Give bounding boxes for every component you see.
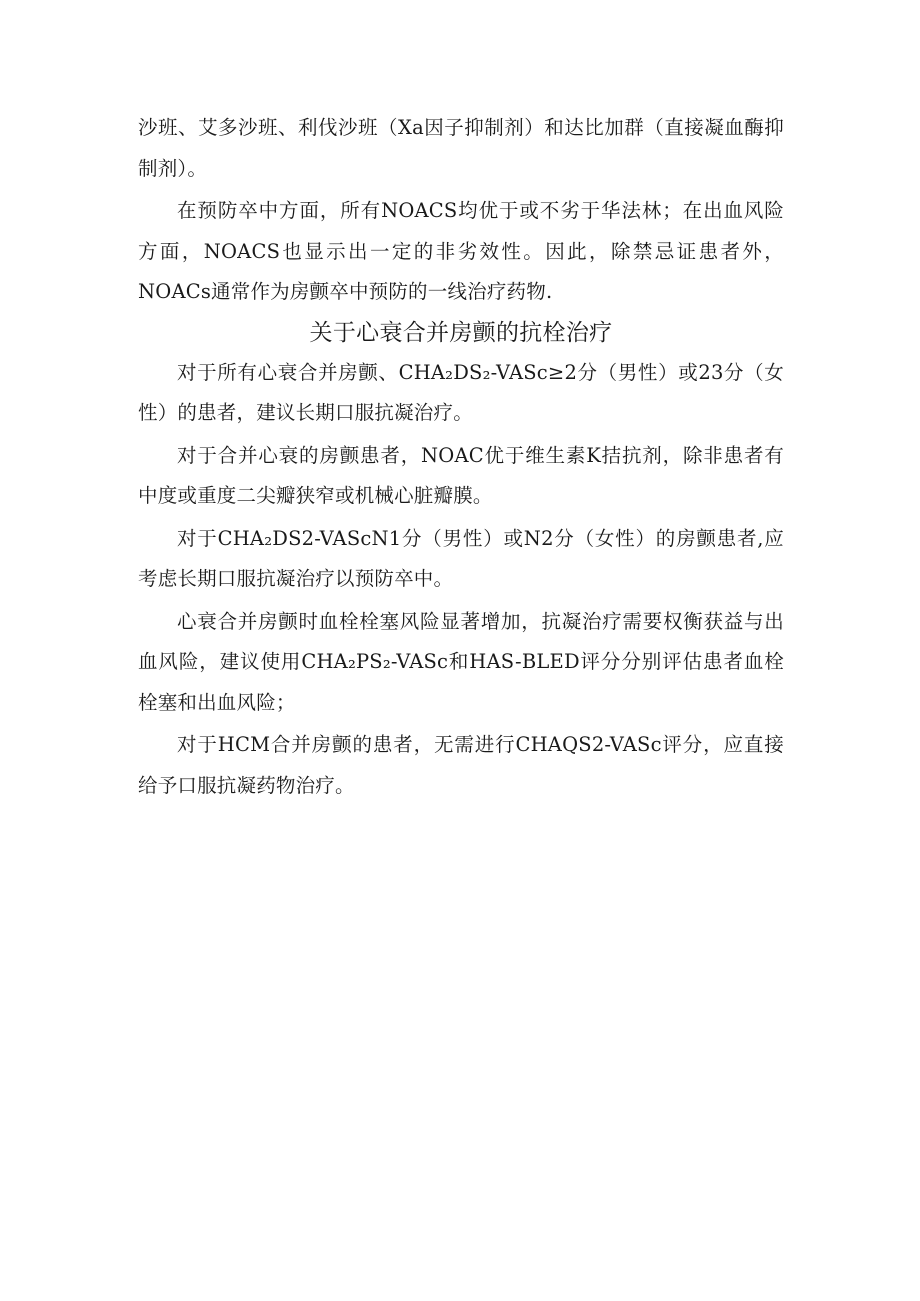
document-page xyxy=(138,108,784,806)
paragraph-long-term-anticoagulation: 对于所有心衰合并房颤、CHA₂DS₂-VASc≥2分（男性）或23分（女性）的患者，建议长期口服抗凝治疗。 xyxy=(138,360,784,424)
paragraph-continuation: 沙班、艾多沙班、利伐沙班（Xa因子抑制剂）和达比加群（直接凝血酶抑制剂）。 xyxy=(138,116,784,180)
paragraph-noac-stroke-prevention: 在预防卒中方面，所有NOACS均优于或不劣于华法林；在出血风险方面，NOACS也显示出一定的非劣效性。因此，除禁忌证患者外，NOACs通常作为房颤卒中预防的一线治疗药物. xyxy=(138,199,784,303)
section-heading: 关于心衰合并房颤的抗栓治疗 xyxy=(309,319,613,346)
paragraph-thromboembolism-risk: 心衰合并房颤时血栓栓塞风险显著增加，抗凝治疗需要权衡获益与出血风险，建议使用CHA₂PS₂-VASc和HAS-BLED评分分别评估患者血栓栓塞和出血风险； xyxy=(138,609,784,714)
paragraph-score-threshold: 对于CHA₂DS2-VAScN1分（男性）或N2分（女性）的房颤患者,应考虑长期口服抗凝治疗以预防卒中。 xyxy=(138,526,784,590)
paragraph-hcm-af: 对于HCM合并房颤的患者，无需进行CHAQS2-VASc评分，应直接给予口服抗凝药物治疗。 xyxy=(138,733,784,797)
paragraph-noac-vs-vka: 对于合并心衰的房颤患者，NOAC优于维生素K拮抗剂，除非患者有中度或重度二尖瓣狭窄或机械心脏瓣膜。 xyxy=(138,443,784,507)
